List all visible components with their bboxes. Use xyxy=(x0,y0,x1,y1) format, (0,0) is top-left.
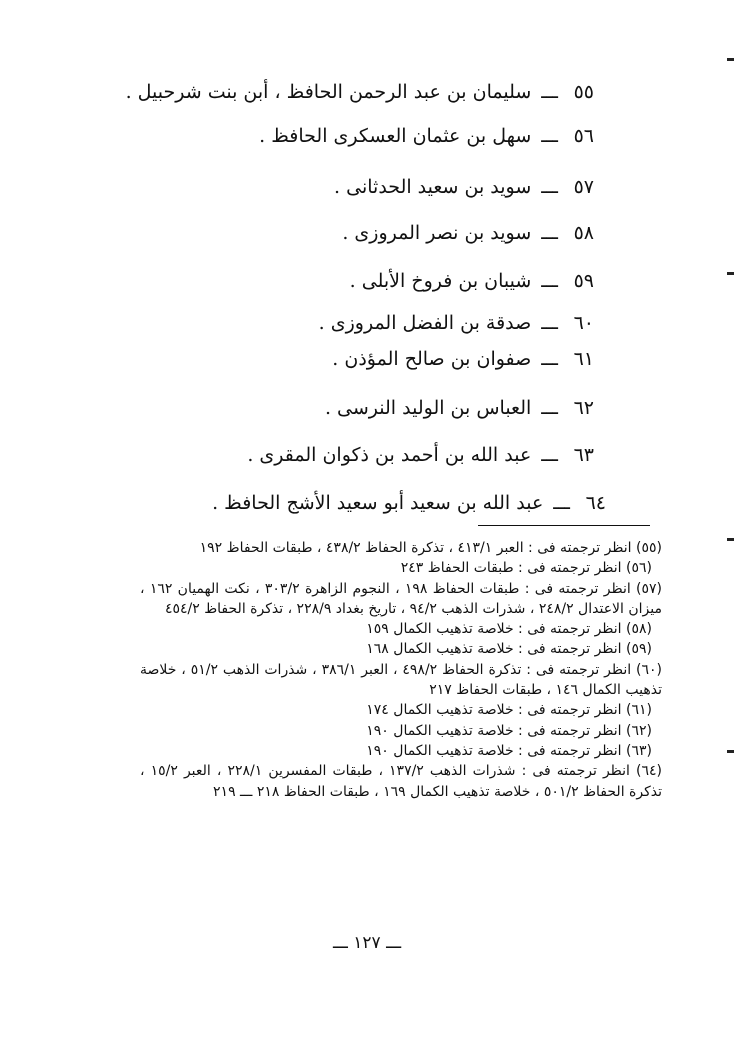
entry-58 xyxy=(342,221,594,245)
entry-name: سهل بن عثمان العسكرى الحافظ . xyxy=(259,125,532,147)
entry-name: صدقة بن الفضل المروزى . xyxy=(318,312,532,334)
entry-number: ٥٥ xyxy=(573,81,594,103)
entry-dash: ـــ xyxy=(541,444,558,466)
entry-name: عبد الله بن أحمد بن ذكوان المقرى . xyxy=(247,444,532,466)
footnote-61: (٦١) انظر ترجمته فى : خلاصة تذهيب الكمال ١٧٤ xyxy=(366,702,652,719)
entry-59 xyxy=(350,269,594,293)
footnote-58: (٥٨) انظر ترجمته فى : خلاصة تذهيب الكمال ١٥٩ xyxy=(366,621,652,638)
entry-number: ٦٢ xyxy=(573,397,594,419)
entry-number: ٦٣ xyxy=(573,444,594,466)
scan-edge-mark xyxy=(727,750,734,753)
scan-edge-mark xyxy=(727,272,734,275)
entry-number: ٦٠ xyxy=(573,312,594,334)
entry-name: سويد بن سعيد الحدثانى . xyxy=(334,176,532,198)
entry-number: ٦٤ xyxy=(585,492,606,514)
entry-56 xyxy=(259,124,594,148)
footnote-60: (٦٠) انظر ترجمته فى : تذكرة الحفاظ ٤٩٨/٢ ، العبر ٣٨٦/١ ، شذرات الذهب ٥١/٢ ، خلاصة تذهيب الكمال ١٤٦ ، طبقات الحفاظ ٢١٧ xyxy=(140,661,662,699)
entry-dash: ـــ xyxy=(553,492,570,514)
entry-number: ٦١ xyxy=(573,348,594,370)
footnote-64: (٦٤) انظر ترجمته فى : شذرات الذهب ١٣٧/٢ ، طبقات المفسرين ٢٢٨/١ ، العبر ١٥/٢ ، تذكرة الحفاظ ٥٠١/٢ ، خلاصة تذهيب الكمال ١٦٩ ، طبقات الحفاظ ٢١٨ ـــ ٢١٩ xyxy=(140,763,662,800)
entry-62 xyxy=(325,396,594,420)
entry-dash: ـــ xyxy=(541,176,558,198)
entry-dash: ـــ xyxy=(541,397,558,419)
entry-dash: ـــ xyxy=(541,125,558,147)
entry-60 xyxy=(319,311,594,335)
entry-number: ٥٩ xyxy=(573,270,594,292)
entry-dash: ـــ xyxy=(541,348,558,370)
entry-64 xyxy=(212,491,606,515)
entry-name: عبد الله بن سعيد أبو سعيد الأشج الحافظ . xyxy=(212,492,544,514)
entry-dash: ـــ xyxy=(541,270,558,292)
footnote-separator xyxy=(478,525,650,526)
entry-dash: ـــ xyxy=(541,81,558,103)
footnote-57: (٥٧) انظر ترجمته فى : طبقات الحفاظ ١٩٨ ، النجوم الزاهرة ٣٠٣/٢ ، نكت الهميان ١٦٢ ، ميزان الاعتدال ٢٤٨/٢ ، شذرات الذهب ٩٤/٢ ، تاريخ بغداد ٢٢٨/٩ ، تذكرة الحفاظ ٤٥٤/٢ xyxy=(140,580,662,617)
footnotes xyxy=(140,538,662,802)
entry-61 xyxy=(332,347,594,371)
entry-number: ٥٦ xyxy=(573,125,594,147)
footnote-56: (٥٦) انظر ترجمته فى : طبقات الحفاظ ٢٤٣ xyxy=(400,560,652,577)
scan-edge-mark xyxy=(727,58,734,61)
entry-55 xyxy=(126,80,594,104)
footnote-59: (٥٩) انظر ترجمته فى : خلاصة تذهيب الكمال ١٦٨ xyxy=(366,641,652,658)
entry-57 xyxy=(334,175,594,199)
scan-edge-mark xyxy=(727,538,734,541)
entry-name: صفوان بن صالح المؤذن . xyxy=(332,348,532,370)
footnote-55: (٥٥) انظر ترجمته فى : العبر ٤١٣/١ ، تذكرة الحفاظ ٤٣٨/٢ ، طبقات الحفاظ ١٩٢ xyxy=(199,540,662,556)
page-number: ـــ ١٢٧ ـــ xyxy=(332,933,402,953)
entry-name: العباس بن الوليد النرسى . xyxy=(324,397,532,419)
entry-dash: ـــ xyxy=(541,222,558,244)
entry-number: ٥٧ xyxy=(573,176,594,198)
entry-number: ٥٨ xyxy=(573,222,594,244)
entry-name: سويد بن نصر المروزى . xyxy=(342,222,532,244)
entry-dash: ـــ xyxy=(541,312,558,334)
entry-name: سليمان بن عبد الرحمن الحافظ ، أبن بنت شرحبيل . xyxy=(125,81,532,103)
footnote-62: (٦٢) انظر ترجمته فى : خلاصة تذهيب الكمال ١٩٠ xyxy=(366,722,652,739)
entry-name: شيبان بن فروخ الأبلى . xyxy=(349,270,532,292)
footnote-63: (٦٣) انظر ترجمته فى : خلاصة تذهيب الكمال ١٩٠ xyxy=(366,742,652,759)
entry-63 xyxy=(247,443,594,467)
